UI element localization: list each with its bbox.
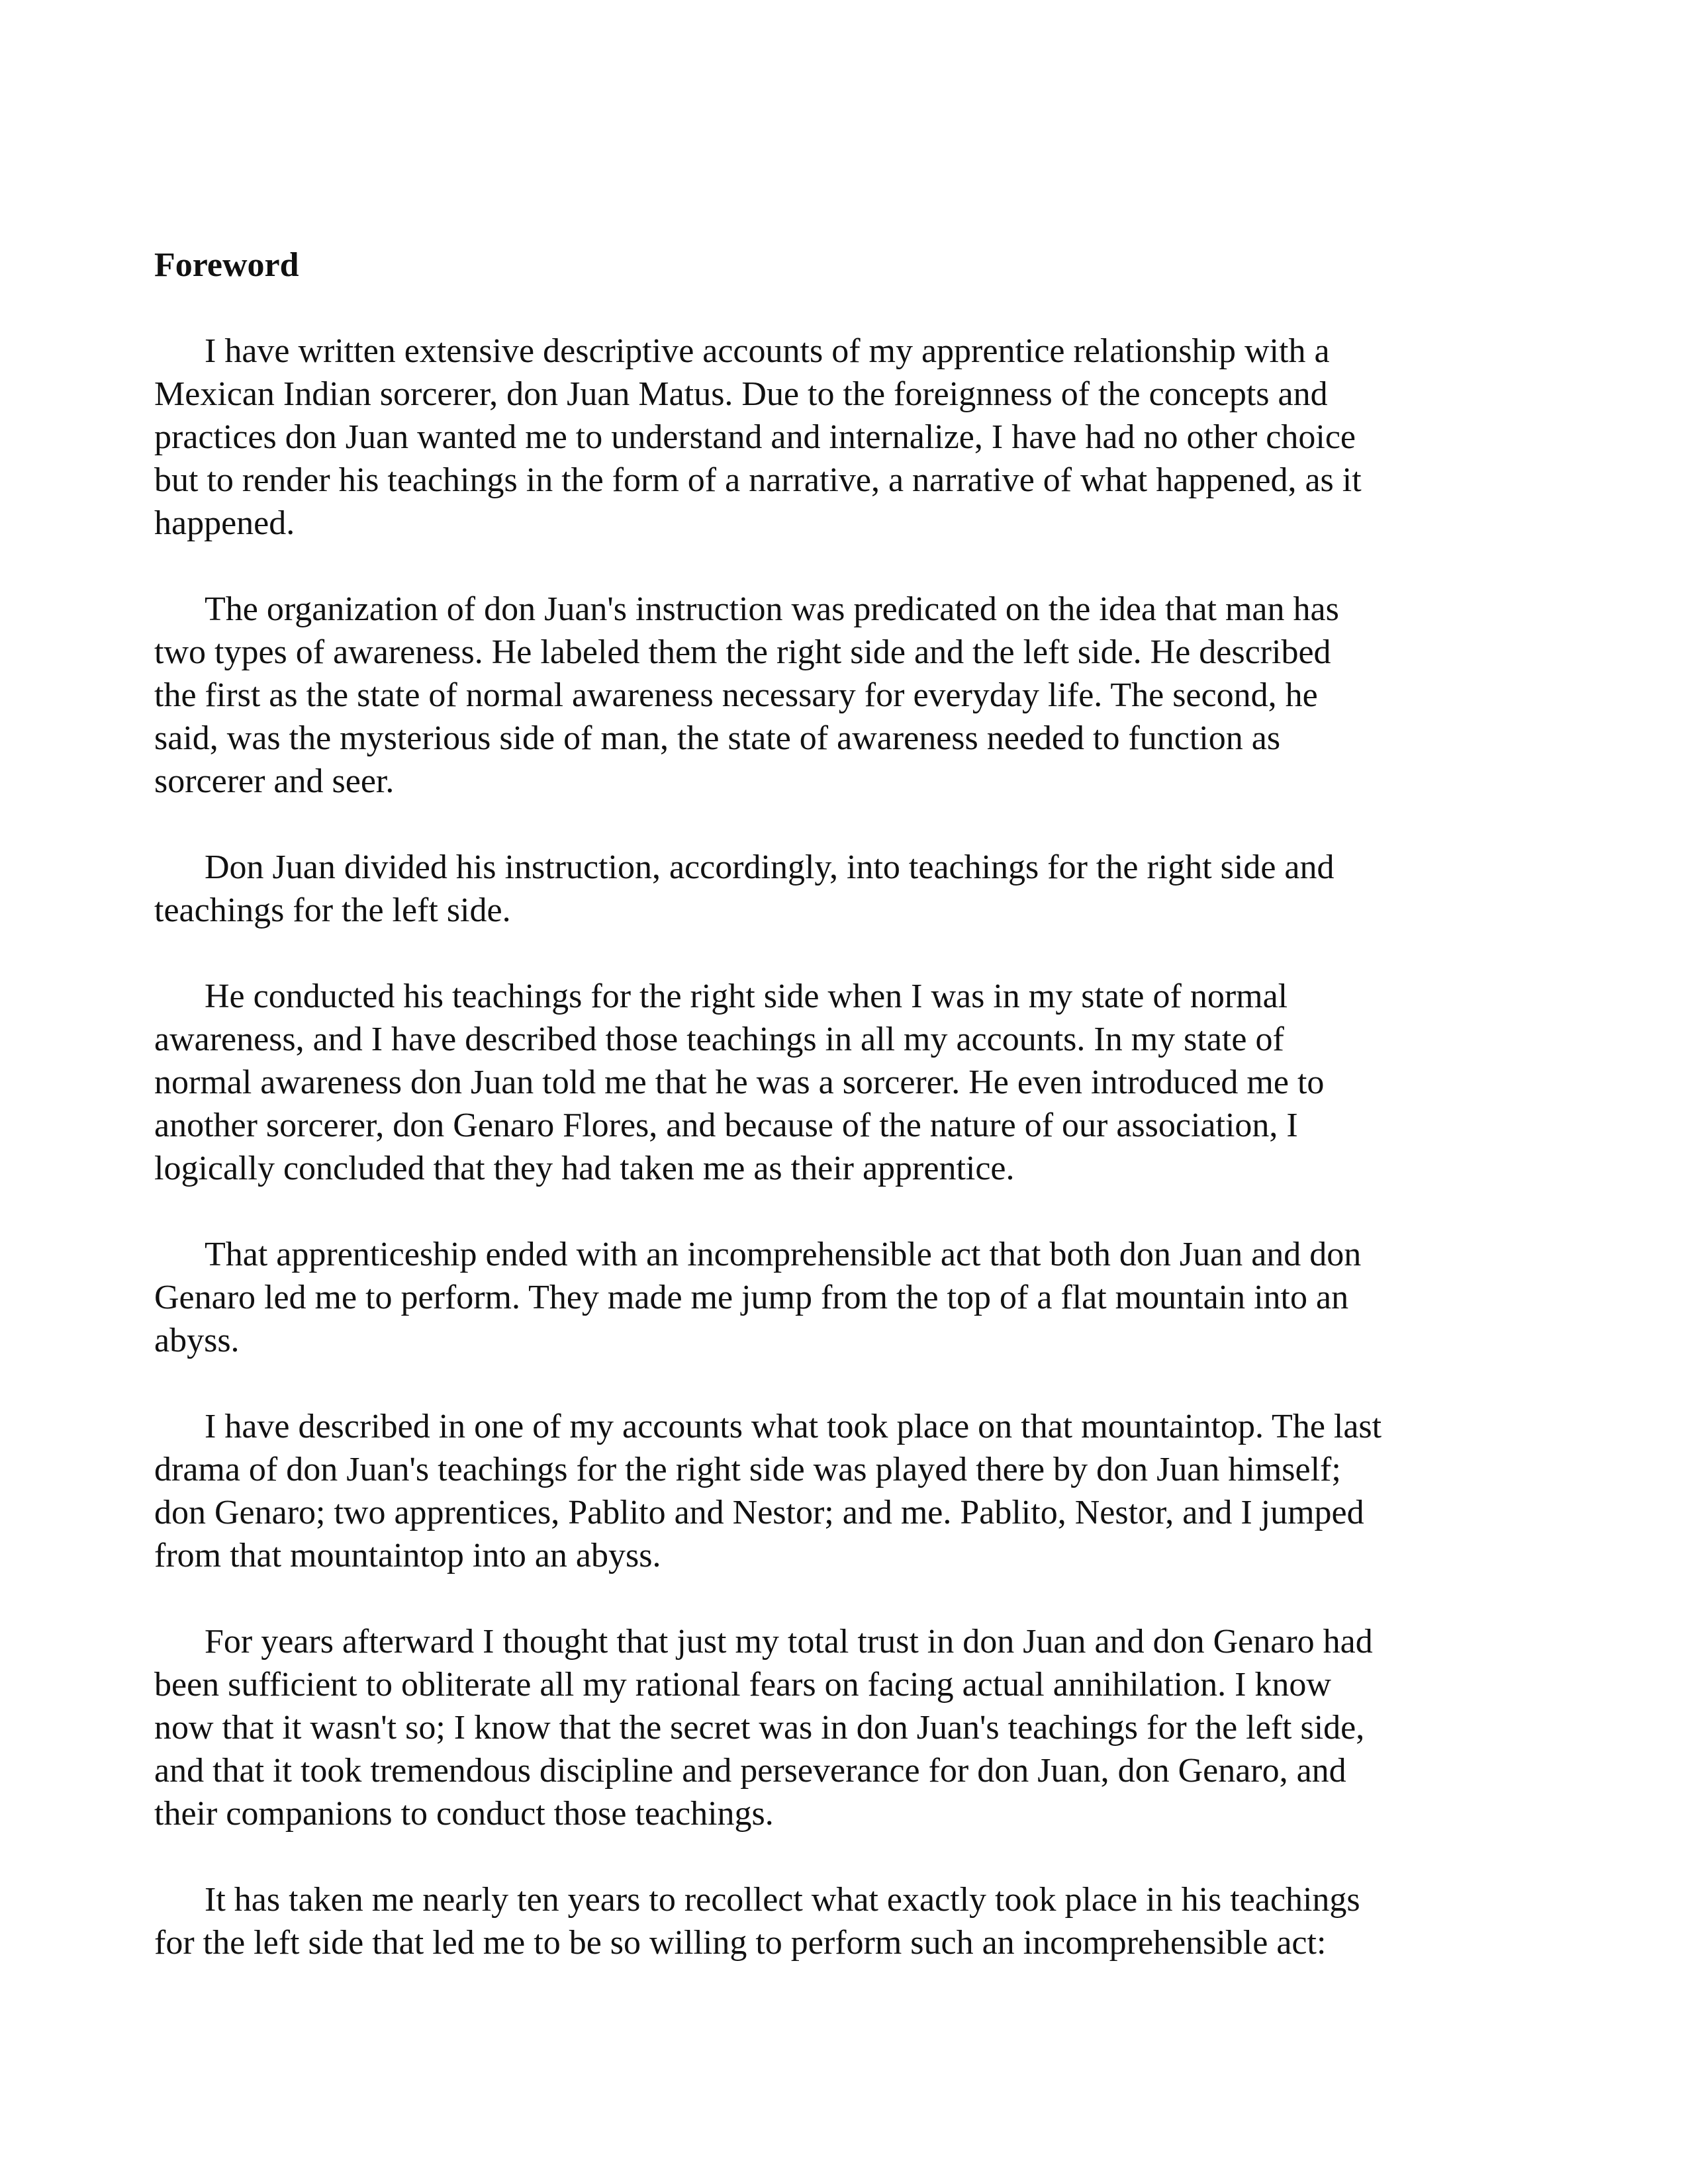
text-line: Mexican Indian sorcerer, don Juan Matus. Due to the foreignness of the concepts and — [154, 375, 1328, 413]
text-line: been sufficient to obliterate all my rational fears on facing actual annihilation. I know — [154, 1666, 1331, 1704]
text-line: for the left side that led me to be so willing to perform such an incomprehensible act: — [154, 1924, 1327, 1962]
text-line: said, was the mysterious side of man, the state of awareness needed to function as — [154, 719, 1281, 757]
text-line: but to render his teachings in the form of a narrative, a narrative of what happened, as it — [154, 461, 1362, 499]
paragraph — [154, 1233, 1524, 1362]
text-line: teachings for the left side. — [154, 891, 511, 929]
text-line: The organization of don Juan's instruction was predicated on the idea that man has — [205, 590, 1339, 628]
text-line: now that it wasn't so; I know that the secret was in don Juan's teachings for the left side, — [154, 1709, 1365, 1747]
text-line: I have written extensive descriptive accounts of my apprentice relationship with a — [205, 332, 1330, 370]
text-line: happened. — [154, 504, 295, 542]
text-line: from that mountaintop into an abyss. — [154, 1537, 661, 1574]
paragraph — [154, 975, 1524, 1190]
text-line: sorcerer and seer. — [154, 762, 395, 800]
text-line: awareness, and I have described those teachings in all my accounts. In my state of — [154, 1021, 1284, 1058]
text-line: and that it took tremendous discipline and perseverance for don Juan, don Genaro, and — [154, 1752, 1346, 1790]
text-line: Genaro led me to perform. They made me jump from the top of a flat mountain into an — [154, 1279, 1349, 1316]
text-line: don Genaro; two apprentices, Pablito and Nestor; and me. Pablito, Nestor, and I jumped — [154, 1494, 1364, 1531]
section-heading: Foreword — [154, 246, 299, 284]
text-line: abyss. — [154, 1322, 240, 1359]
paragraph — [154, 330, 1524, 545]
text-line: logically concluded that they had taken me as their apprentice. — [154, 1150, 1015, 1187]
text-line: another sorcerer, don Genaro Flores, and because of the nature of our association, I — [154, 1107, 1298, 1144]
text-line: That apprenticeship ended with an incomprehensible act that both don Juan and don — [205, 1236, 1362, 1273]
text-line: It has taken me nearly ten years to recollect what exactly took place in his teachings — [205, 1881, 1360, 1919]
text-line: Don Juan divided his instruction, accordingly, into teachings for the right side and — [205, 848, 1335, 886]
document-body — [154, 244, 1524, 2007]
text-line: For years afterward I thought that just my total trust in don Juan and don Genaro had — [205, 1623, 1373, 1661]
text-line: the first as the state of normal awareness necessary for everyday life. The second, he — [154, 676, 1318, 714]
paragraph — [154, 1878, 1524, 1964]
text-line: I have described in one of my accounts what took place on that mountaintop. The last — [205, 1408, 1382, 1445]
text-line: their companions to conduct those teachings. — [154, 1795, 774, 1833]
paragraph — [154, 1405, 1524, 1577]
text-line: He conducted his teachings for the right side when I was in my state of normal — [205, 978, 1288, 1015]
text-line: drama of don Juan's teachings for the right side was played there by don Juan himself; — [154, 1451, 1341, 1488]
text-line: normal awareness don Juan told me that he was a sorcerer. He even introduced me to — [154, 1064, 1325, 1101]
paragraph — [154, 846, 1524, 932]
text-line: two types of awareness. He labeled them the right side and the left side. He described — [154, 633, 1331, 671]
paragraph — [154, 588, 1524, 803]
text-line: practices don Juan wanted me to understand and internalize, I have had no other choice — [154, 418, 1356, 456]
paragraph — [154, 1620, 1524, 1835]
